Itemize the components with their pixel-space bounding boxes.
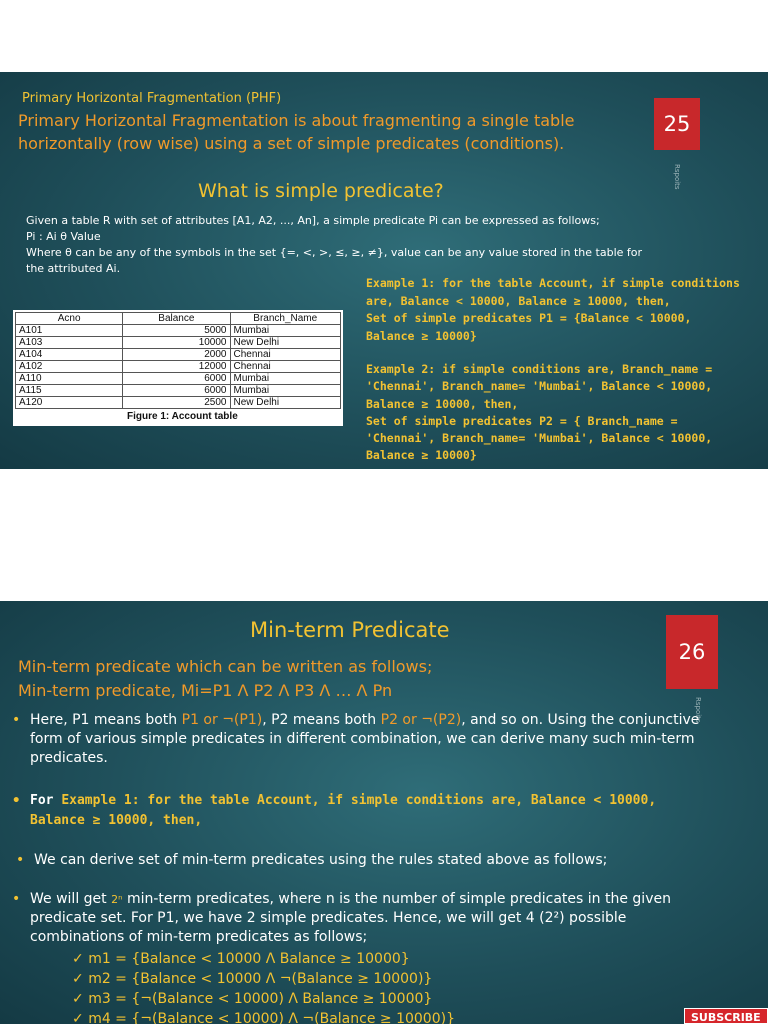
table-cell: A120 [16,397,123,409]
table-cell: Chennai [230,349,341,361]
minterm-item [72,989,455,1009]
bullet-4-line-3: combinations of min-term predicates as follows; [30,929,368,945]
bullet-2-text: For [30,793,62,808]
watermark: Rspoits [694,697,702,723]
table-row [16,373,341,385]
table-cell: New Delhi [230,337,341,349]
subtitle: What is simple predicate? [198,180,444,202]
check-icon: ✓ [72,991,84,1007]
minterm-text: m1 = {Balance < 10000 Λ Balance ≥ 10000} [88,951,410,967]
example-1 [366,275,740,345]
bullet-1 [12,711,765,768]
definition-line-2: Min-term predicate, Mi=P1 Λ P2 Λ P3 Λ … Λ Pn [18,681,393,700]
bullet-2 [12,791,657,831]
table-row [16,349,341,361]
table-cell: 2500 [123,397,230,409]
minterm-item [72,969,455,989]
slide-number: 25 [654,98,700,150]
table-cell: 2000 [123,349,230,361]
bullet-dot: • [16,852,25,868]
table-cell: 6000 [123,373,230,385]
definition-line-1: Given a table R with set of attributes [A1, A2, ..., An], a simple predicate Pi can be expressed as follows; [26,214,600,227]
bullet-dot: • [12,793,21,809]
bullet-1-line-2: form of various simple predicates in different combination, we can derive many such min-term [30,731,695,747]
definition-line-2: Pi : Ai θ Value [26,230,101,243]
example-2-line: 'Chennai', Branch_name= 'Mumbai', Balance < 10000, [366,431,713,446]
watermark: Rspoits [673,164,681,190]
slide-25 [0,72,768,469]
table-cell: 6000 [123,385,230,397]
minterm-text: m3 = {¬(Balance < 10000) Λ Balance ≥ 10000} [88,991,433,1007]
table-cell: A103 [16,337,123,349]
bullet-4 [12,890,671,947]
table-row [16,361,341,373]
example-2-line: Balance ≥ 10000} [366,448,477,463]
minterm-item [72,1009,455,1024]
bullet-1-text: , and so on. Using the conjunctive [461,712,700,728]
bullet-2-text: : for the table Account, if simple conditions are, Balance < 10000, [131,793,657,808]
minterm-item [72,949,455,969]
exponent-2n: 2ⁿ [111,893,123,906]
account-table [15,312,341,409]
bullet-4-text: min-term predicates, where n is the number of simple predicates in the given [122,891,671,907]
table-header: Balance [123,313,230,325]
table-cell: Mumbai [230,385,341,397]
minterm-text: m4 = {¬(Balance < 10000) Λ ¬(Balance ≥ 10000)} [88,1011,455,1024]
highlight-p2: P2 or ¬(P2) [380,712,462,728]
definition-line-4: the attributed Ai. [26,262,121,275]
check-icon: ✓ [72,971,84,987]
definition-line-1: Min-term predicate which can be written as follows; [18,657,433,676]
bullet-1-text: , P2 means both [262,712,381,728]
slide-title: Min-term Predicate [250,618,450,642]
example-2-line: Example 2: if simple conditions are, Branch_name = [366,362,713,376]
table-caption: Figure 1: Account table [127,411,238,422]
definition-line-3: Where θ can be any of the symbols in the set {=, <, >, ≤, ≥, ≠}, value can be any value stored in the table for [26,246,643,259]
table-cell: A110 [16,373,123,385]
table-cell: 12000 [123,361,230,373]
example-2 [366,361,712,465]
bullet-3-text: We can derive set of min-term predicates using the rules stated above as follows; [34,852,608,868]
intro-line-1: Primary Horizontal Fragmentation is about fragmenting a single table [18,111,575,130]
bullet-dot: • [12,891,21,907]
bullet-3 [16,851,608,870]
example-2-line: Balance ≥ 10000, then, [366,396,519,411]
slide-heading: Primary Horizontal Fragmentation (PHF) [22,91,282,106]
highlight-p1: P1 or ¬(P1) [181,712,263,728]
table-cell: A102 [16,361,123,373]
table-cell: Mumbai [230,325,341,337]
check-icon: ✓ [72,951,84,967]
table-header: Branch_Name [230,313,341,325]
example-1-line: are, Balance < 10000, Balance ≥ 10000, then, [366,293,671,308]
bullet-4-text: We will get [30,891,112,907]
bullet-4-line-2: predicate set. For P1, we have 2 simple predicates. Hence, we will get 4 (2²) possible [30,910,627,926]
minterm-list [72,949,455,1024]
example-1-line: Example 1: for the table Account, if simple conditions [366,276,740,290]
example-1-line: Balance ≥ 10000} [366,328,477,343]
table-cell: 5000 [123,325,230,337]
table-row [16,385,341,397]
example-1-line: Set of simple predicates P1 = {Balance < 10000, [366,311,692,325]
bullet-1-text: Here, P1 means both [30,712,182,728]
table-cell: New Delhi [230,397,341,409]
minterm-text: m2 = {Balance < 10000 Λ ¬(Balance ≥ 10000)} [88,971,433,987]
example-2-line: Set of simple predicates P2 = { Branch_name = [366,413,678,428]
bullet-1-line-3: predicates. [30,750,108,766]
table-cell: A104 [16,349,123,361]
table-cell: A101 [16,325,123,337]
table-row [16,325,341,337]
table-cell: Chennai [230,361,341,373]
table-cell: A115 [16,385,123,397]
table-cell: 10000 [123,337,230,349]
table-cell: Mumbai [230,373,341,385]
intro-line-2: horizontally (row wise) using a set of simple predicates (conditions). [18,134,565,153]
account-table-figure [13,310,343,426]
table-header: Acno [16,313,123,325]
table-row [16,397,341,409]
table-row [16,337,341,349]
check-icon: ✓ [72,1011,84,1024]
slide-26 [0,601,768,1024]
example-label: Example 1 [61,793,132,808]
bullet-2-line-2: Balance ≥ 10000, then, [30,813,203,828]
bullet-dot: • [12,712,21,728]
slide-number: 26 [666,615,718,689]
example-2-line: 'Chennai', Branch_name= 'Mumbai', Balance < 10000, [366,379,713,394]
subscribe-button[interactable]: SUBSCRIBE [684,1008,768,1024]
